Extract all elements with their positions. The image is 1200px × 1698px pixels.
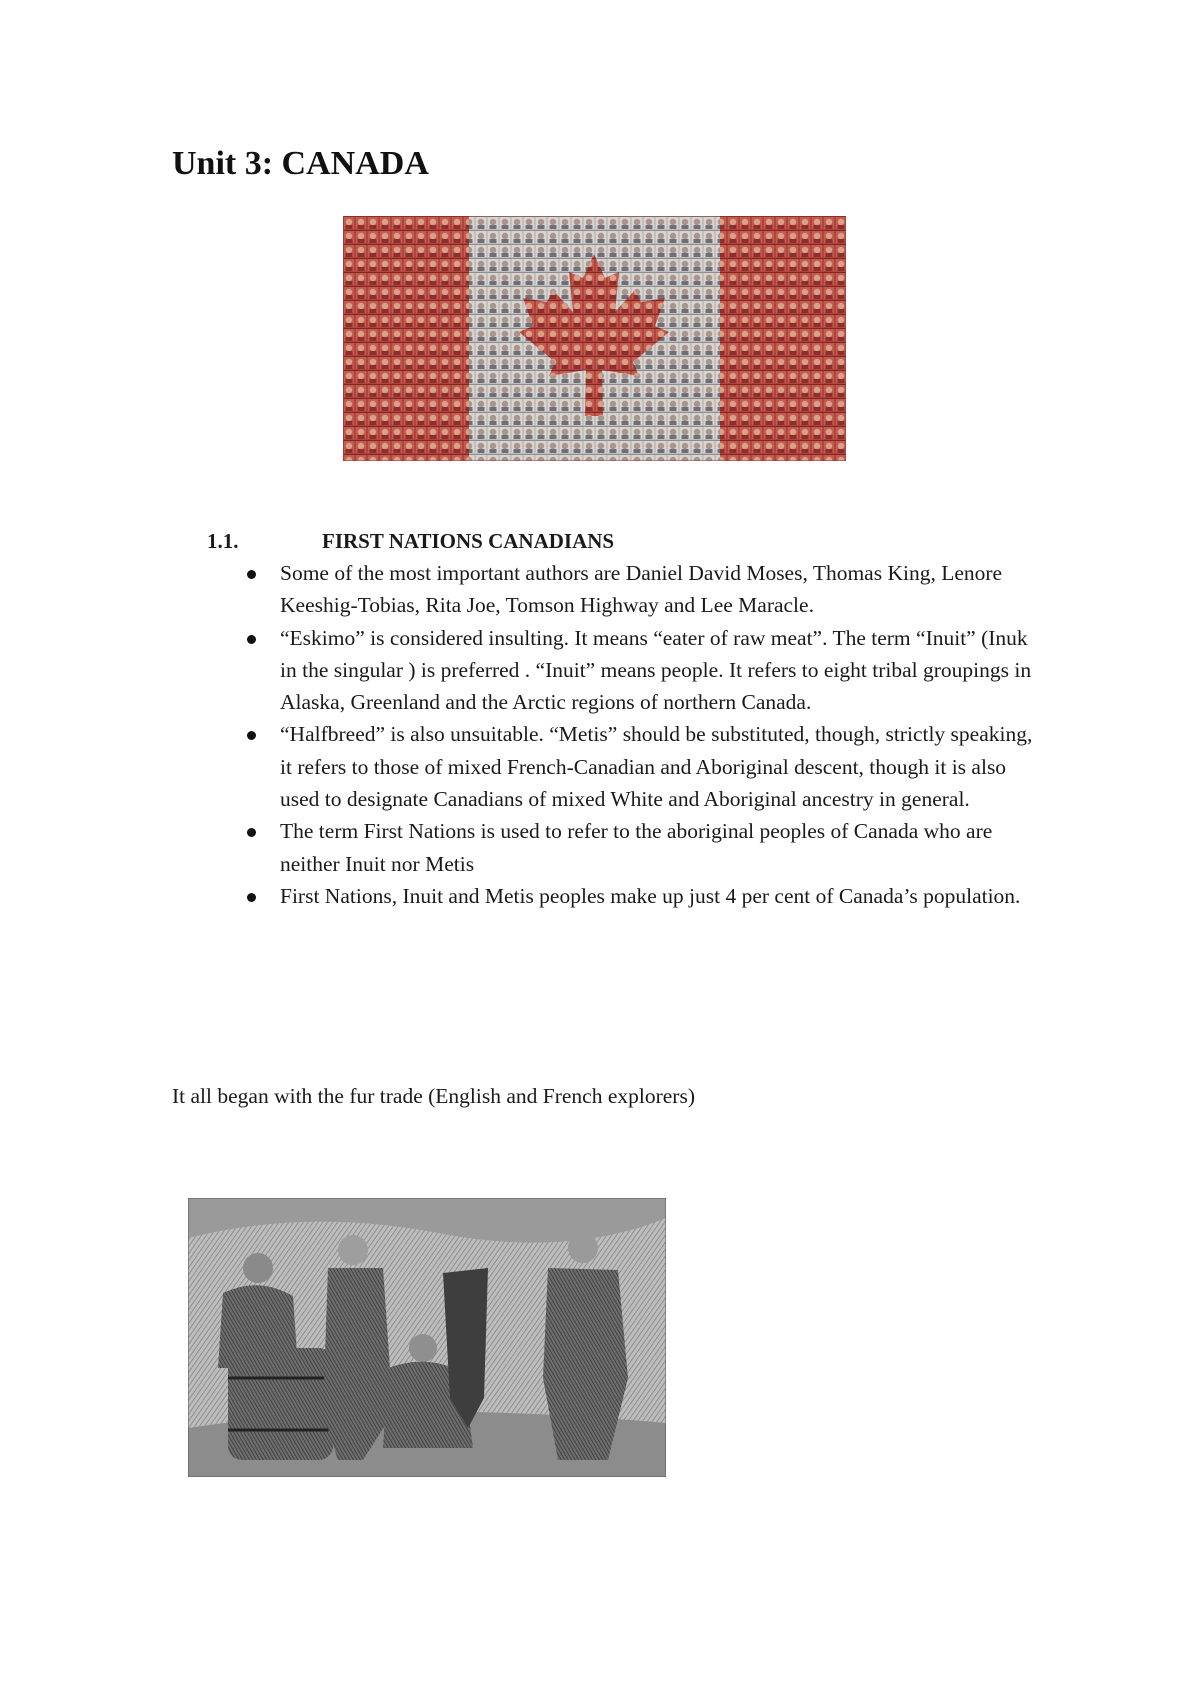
list-item: Some of the most important authors are Daniel David Moses, Thomas King, Lenore Keeshig-Tobias, Rita Joe, Tomson Highway and Lee Maracle. bbox=[237, 557, 1037, 622]
intro-paragraph: It all began with the fur trade (English and French explorers) bbox=[172, 1084, 695, 1108]
bullet-icon bbox=[247, 893, 256, 902]
bullet-icon bbox=[247, 828, 256, 837]
bullet-icon bbox=[247, 635, 256, 644]
bullet-icon bbox=[247, 570, 256, 579]
list-item: “Eskimo” is considered insulting. It means “eater of raw meat”. The term “Inuit” (Inuk in the singular ) is preferred . “Inuit” means people. It refers to eight tribal groupings in Alaska, Greenland and the Arctic regions of northern Canada. bbox=[237, 622, 1037, 719]
section-title: FIRST NATIONS CANADIANS bbox=[322, 529, 615, 553]
list-item: The term First Nations is used to refer to the aboriginal peoples of Canada who are neither Inuit nor Metis bbox=[237, 815, 1037, 880]
list-item: “Halfbreed” is also unsuitable. “Metis” should be substituted, though, strictly speaking, it refers to those of mixed French-Canadian and Aboriginal descent, though it is also used to designate Canadians of mixed White and Aboriginal ancestry in general. bbox=[237, 718, 1037, 815]
canadian-flag-photo-mosaic bbox=[343, 216, 846, 461]
section-number: 1.1. bbox=[207, 529, 239, 553]
list-item: First Nations, Inuit and Metis peoples make up just 4 per cent of Canada’s population. bbox=[237, 880, 1037, 912]
page-title: Unit 3: CANADA bbox=[172, 145, 429, 182]
fur-trade-engraving-image bbox=[188, 1198, 666, 1477]
section-heading bbox=[207, 526, 614, 556]
bullet-list bbox=[237, 557, 1037, 912]
bullet-icon bbox=[247, 731, 256, 740]
